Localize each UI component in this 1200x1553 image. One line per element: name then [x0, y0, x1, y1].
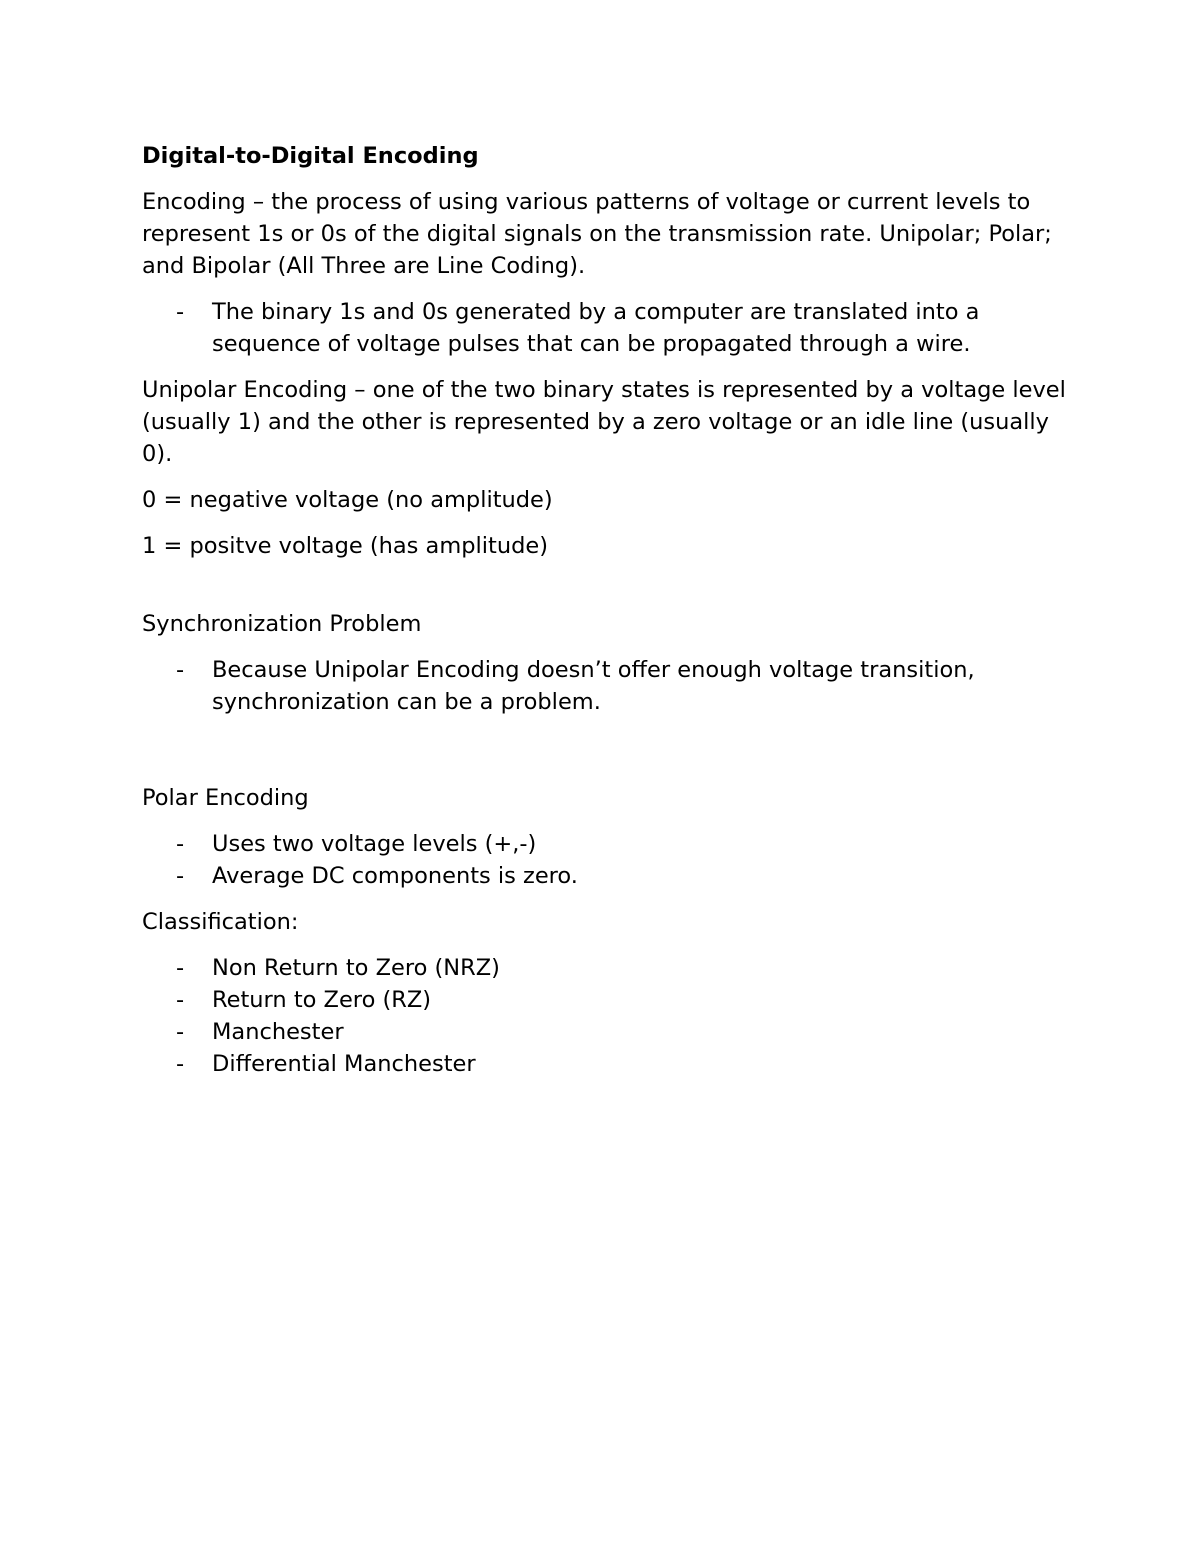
document-page: [142, 140, 1082, 1094]
list-item-text: Uses two voltage levels (+,-): [212, 831, 537, 857]
encoding-definition: Encoding – the process of using various patterns of voltage or current levels to represent 1s or 0s of the digital signals on the transmission rate. Unipolar; Polar; and Bipolar (All Three are Line Coding).: [142, 189, 1052, 279]
list-item-text: Average DC components is zero.: [212, 863, 578, 889]
list-item: [142, 1048, 1082, 1080]
list-item-text: Non Return to Zero (NRZ): [212, 955, 500, 981]
dash-bullet: -: [176, 1051, 185, 1077]
dash-bullet: -: [176, 987, 185, 1013]
classification-heading: Classification:: [142, 909, 299, 935]
list-item-text: Because Unipolar Encoding doesn’t offer enough voltage transition, synchronization can be a problem.: [212, 657, 975, 715]
dash-bullet: -: [176, 863, 185, 889]
classification-bullet-list: [142, 952, 1082, 1080]
zero-definition: 0 = negative voltage (no amplitude): [142, 487, 553, 513]
list-item: [142, 296, 1082, 360]
polar-bullet-list: [142, 828, 1082, 892]
dash-bullet: -: [176, 657, 185, 683]
list-item: [142, 828, 1082, 860]
list-item: [142, 654, 1082, 718]
list-item-text: Manchester: [212, 1019, 344, 1045]
one-definition: 1 = positve voltage (has amplitude): [142, 533, 549, 559]
intro-bullet-list: [142, 296, 1082, 360]
list-item-text: Return to Zero (RZ): [212, 987, 432, 1013]
list-item-text: The binary 1s and 0s generated by a computer are translated into a sequence of voltage pulses that can be propagated through a wire.: [212, 299, 980, 357]
list-item: [142, 1016, 1082, 1048]
unipolar-definition: Unipolar Encoding – one of the two binary states is represented by a voltage level (usually 1) and the other is represented by a zero voltage or an idle line (usually 0).: [142, 377, 1066, 467]
blank-line: [142, 576, 1082, 608]
document-title: Digital-to-Digital Encoding: [142, 143, 479, 169]
list-item: [142, 860, 1082, 892]
list-item: [142, 984, 1082, 1016]
dash-bullet: -: [176, 831, 185, 857]
dash-bullet: -: [176, 955, 185, 981]
sync-bullet-list: [142, 654, 1082, 718]
polar-heading: Polar Encoding: [142, 785, 309, 811]
dash-bullet: -: [176, 1019, 185, 1045]
list-item-text: Differential Manchester: [212, 1051, 476, 1077]
sync-heading: Synchronization Problem: [142, 611, 422, 637]
dash-bullet: -: [176, 299, 185, 325]
list-item: [142, 952, 1082, 984]
blank-line: [142, 732, 1082, 782]
